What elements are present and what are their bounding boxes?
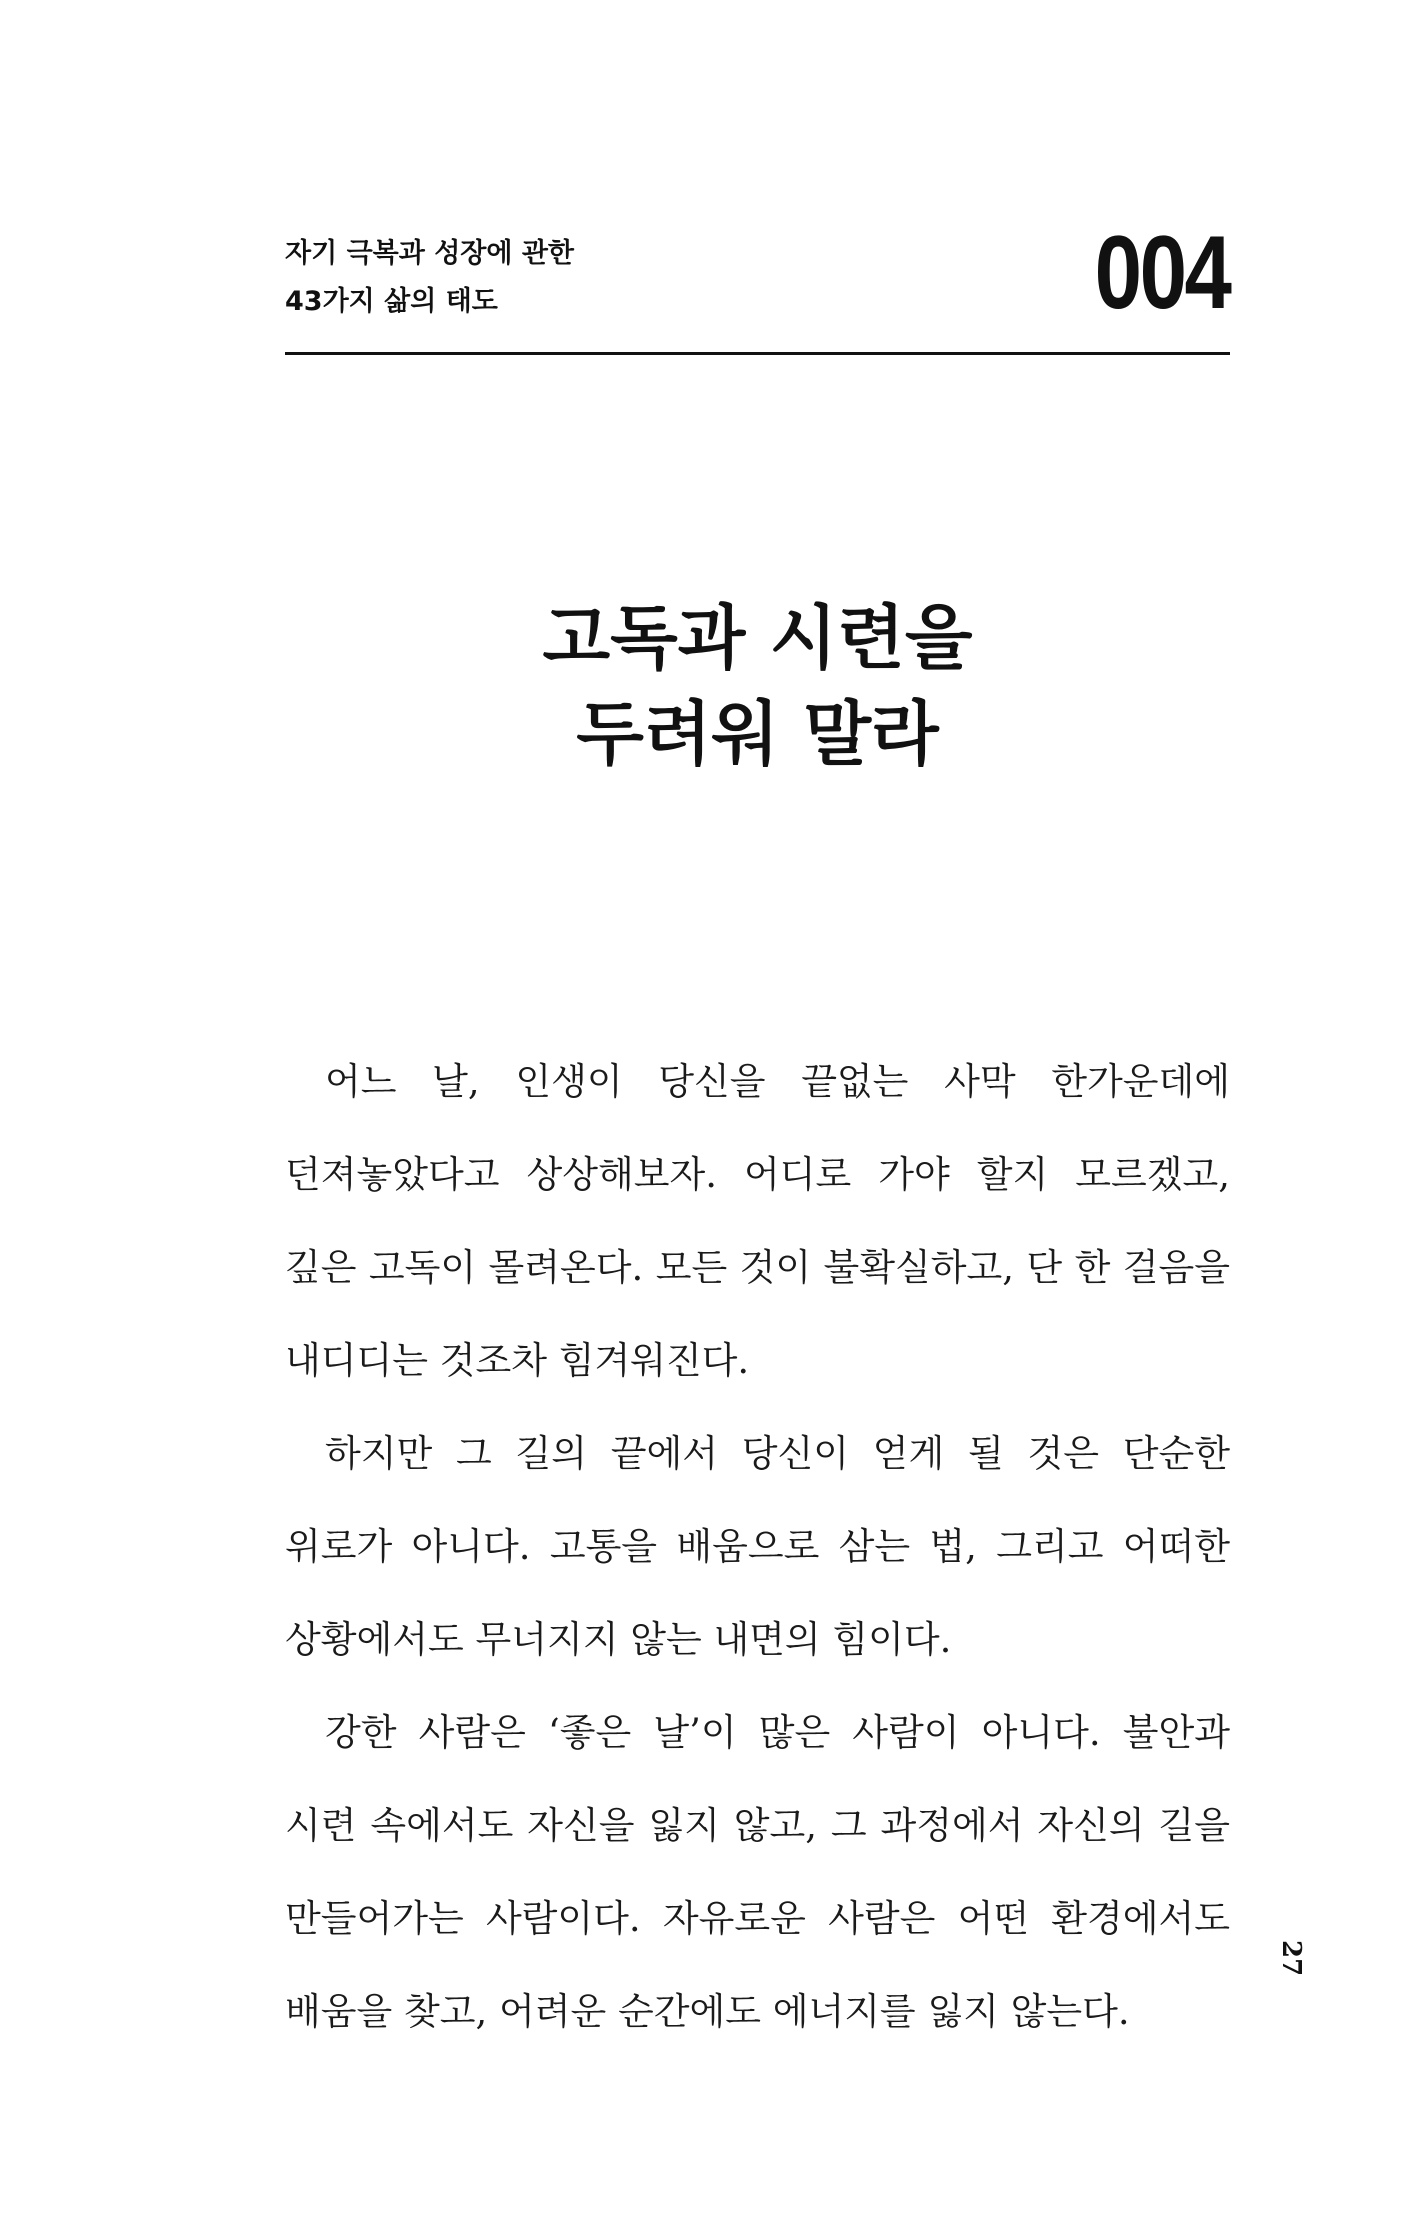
chapter-number: 004 [1095,215,1230,331]
chapter-title-line-1: 고독과 시련을 [542,596,973,679]
chapter-title [285,590,1230,782]
paragraph: 하지만 그 길의 끝에서 당신이 얻게 될 것은 단순한 위로가 아니다. 고통을 배움으로 삼는 법, 그리고 어떠한 상황에서도 무너지지 않는 내면의 힘이다. [285,1432,1230,1661]
series-title [285,230,574,326]
body-text [285,1035,1230,2058]
page-number: 27 [1276,1940,1306,1977]
series-title-line-1: 자기 극복과 성장에 관한 [285,238,575,269]
chapter-title-line-2: 두려워 말라 [576,692,939,775]
series-title-line-2: 43가지 삶의 태도 [285,286,498,317]
header-divider [285,352,1230,355]
page-header [285,215,1230,358]
paragraph: 어느 날, 인생이 당신을 끝없는 사막 한가운데에 던져놓았다고 상상해보자. 어디로 가야 할지 모르겠고, 깊은 고독이 몰려온다. 모든 것이 불확실하고, 단 한 걸음을 내디디는 것조차 힘겨워진다. [285,1060,1230,1382]
paragraph: 강한 사람은 ‘좋은 날’이 많은 사람이 아니다. 불안과 시련 속에서도 자신을 잃지 않고, 그 과정에서 자신의 길을 만들어가는 사람이다. 자유로운 사람은 어떤 환경에서도 배움을 찾고, 어려운 순간에도 에너지를 잃지 않는다. [285,1711,1230,2033]
